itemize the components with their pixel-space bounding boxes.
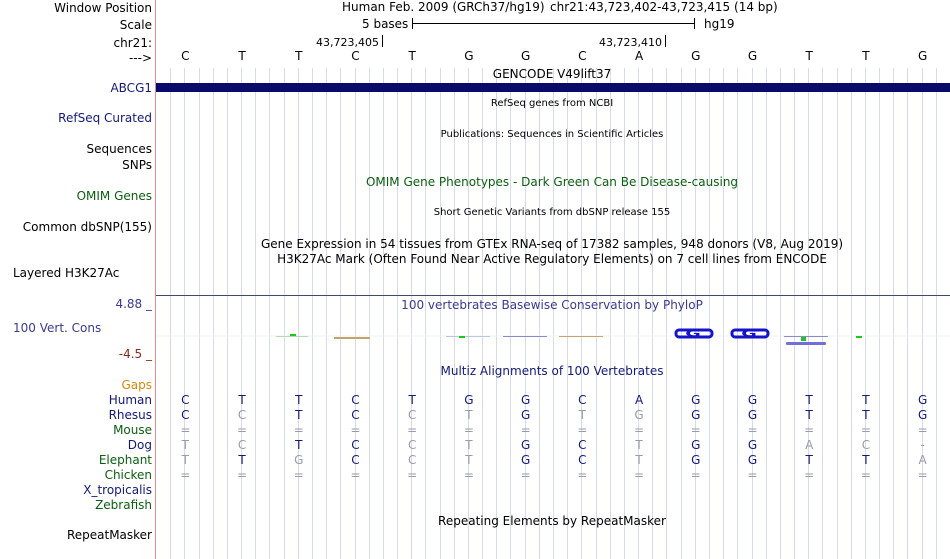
gridline	[284, 68, 285, 559]
gridline	[227, 68, 228, 559]
dna-base: G	[691, 49, 701, 63]
multiz-track-title: Multiz Alignments of 100 Vertebrates	[440, 364, 664, 378]
alignment-base: C	[351, 453, 360, 467]
dna-base: C	[578, 49, 587, 63]
gridline	[794, 68, 795, 559]
dna-base: T	[862, 49, 870, 63]
omim-track-title: OMIM Gene Phenotypes - Dark Green Can Be Disease-causing	[365, 175, 739, 189]
dna-base: C	[351, 49, 360, 63]
alignment-base: =	[407, 468, 418, 482]
alignment-base: =	[690, 468, 701, 482]
alignment-base: C	[861, 438, 871, 452]
genome-track-area[interactable]	[156, 0, 950, 559]
gtex-track-title: Gene Expression in 54 tissues from GTEx RNA-seq of 17382 samples, 948 donors (V8, Aug 2019)	[260, 237, 844, 251]
gridline	[355, 68, 356, 559]
dna-base: G	[464, 49, 474, 63]
scale-bar-right-tick	[694, 18, 695, 29]
scale-bar	[412, 23, 694, 24]
h3k27ac-track-label[interactable]: Layered H3K27Ac	[13, 266, 120, 280]
alignment-base: T	[465, 438, 473, 452]
alignment-base: C	[181, 408, 190, 422]
assembly-text: Human Feb. 2009 (GRCh37/hg19)	[342, 0, 545, 14]
gridline	[752, 68, 753, 559]
svg-text:G: G	[685, 328, 701, 339]
scale-text: 5 bases	[362, 17, 409, 31]
gridline	[822, 68, 823, 559]
gridline	[737, 68, 738, 559]
alignment-base: T	[408, 393, 416, 407]
alignment-base: =	[804, 423, 815, 437]
gridline	[936, 68, 937, 559]
alignment-base: T	[805, 453, 813, 467]
gridline	[922, 68, 923, 559]
alignment-base: T	[181, 453, 190, 467]
alignment-base: C	[237, 438, 247, 452]
dna-base: G	[917, 49, 928, 63]
alignment-base: =	[577, 423, 588, 437]
strand-label: --->	[128, 51, 152, 65]
alignment-base: T	[862, 453, 870, 467]
db-text: hg19	[704, 17, 735, 31]
gridline	[411, 68, 412, 559]
alignment-base: =	[860, 423, 871, 437]
gridline	[907, 68, 908, 559]
svg-text:G: G	[741, 328, 757, 339]
dna-base: C	[181, 49, 190, 63]
alignment-base: =	[520, 423, 531, 437]
dbsnp-track-title: Short Genetic Variants from dbSNP release 155	[433, 207, 671, 218]
gridline	[723, 68, 724, 559]
gridline	[695, 68, 696, 559]
alignment-base: T	[635, 438, 643, 452]
snps-track-label[interactable]: SNPs	[122, 158, 152, 172]
dna-base: T	[805, 49, 813, 63]
alignment-base: C	[578, 393, 587, 407]
gridline	[851, 68, 852, 559]
gridline	[369, 68, 370, 559]
conservation-plot	[156, 318, 950, 352]
gridline	[397, 68, 398, 559]
alignment-base: G	[520, 408, 531, 422]
alignment-base: -	[920, 438, 925, 452]
alignment-base: G	[691, 438, 701, 452]
alignment-base: C	[408, 438, 417, 452]
alignment-base: =	[237, 423, 248, 437]
alignment-base: T	[465, 408, 473, 422]
alignment-base: G	[917, 393, 928, 407]
alignment-base: T	[805, 393, 813, 407]
gridline	[865, 68, 866, 559]
alignment-base: G	[634, 408, 644, 422]
alignment-base: =	[463, 468, 474, 482]
gridline	[199, 68, 200, 559]
dna-base: A	[634, 49, 644, 63]
refseq-track-label[interactable]: RefSeq Curated	[58, 111, 152, 125]
alignment-base: =	[407, 423, 418, 437]
alignment-base: C	[237, 408, 247, 422]
gridline	[326, 68, 327, 559]
alignment-base: T	[862, 408, 870, 422]
alignment-base: G	[747, 393, 758, 407]
species-label[interactable]: X_tropicalis	[83, 483, 152, 497]
abcg1-gene-bar[interactable]	[156, 83, 950, 92]
cons-track-title: 100 vertebrates Basewise Conservation by PhyloP	[401, 298, 703, 312]
dna-base: T	[295, 49, 303, 63]
gencode-track-title: GENCODE V49lift37	[492, 67, 612, 81]
alignment-base: C	[351, 393, 360, 407]
cons-top-line	[156, 295, 950, 296]
alignment-base: G	[747, 453, 758, 467]
alignment-base: C	[408, 408, 417, 422]
gridline	[312, 68, 313, 559]
alignment-base: C	[351, 438, 360, 452]
alignment-base: T	[238, 393, 246, 407]
gaps-track-label[interactable]: Gaps	[121, 378, 152, 392]
gridline	[893, 68, 894, 559]
alignment-base: G	[917, 408, 928, 422]
alignment-base: =	[293, 468, 304, 482]
alignment-base: G	[747, 438, 758, 452]
alignment-base: =	[747, 423, 758, 437]
gridline	[184, 68, 185, 559]
dna-base: T	[238, 49, 246, 63]
dna-base: G	[520, 49, 531, 63]
alignment-base: C	[578, 453, 587, 467]
gridline	[879, 68, 880, 559]
alignment-base: G	[520, 393, 531, 407]
alignment-base: G	[520, 453, 531, 467]
dbsnp-track-label[interactable]: Common dbSNP(155)	[22, 220, 152, 234]
species-label[interactable]: Elephant	[98, 453, 152, 467]
alignment-base: =	[634, 423, 645, 437]
alignment-base: T	[295, 408, 303, 422]
chr-label: chr21:	[113, 36, 152, 50]
gridline	[241, 68, 242, 559]
alignment-base: T	[805, 408, 813, 422]
cons-track-label[interactable]: 100 Vert. Cons	[13, 321, 102, 335]
gridline	[269, 68, 270, 559]
gridline	[808, 68, 809, 559]
alignment-base: C	[181, 393, 190, 407]
gridline	[170, 68, 171, 559]
gridline	[681, 68, 682, 559]
alignment-base: G	[520, 438, 531, 452]
alignment-base: =	[180, 468, 191, 482]
alignment-base: G	[747, 408, 758, 422]
alignment-base: =	[180, 423, 191, 437]
alignment-base: C	[578, 438, 587, 452]
gridline	[766, 68, 767, 559]
alignment-base: G	[464, 393, 474, 407]
track-label-column	[0, 0, 155, 559]
alignment-base: T	[181, 438, 190, 452]
alignment-base: =	[690, 423, 701, 437]
gridline	[780, 68, 781, 559]
species-label[interactable]: Chicken	[104, 468, 152, 482]
alignment-base: =	[350, 423, 361, 437]
gridline	[837, 68, 838, 559]
alignment-base: =	[917, 423, 928, 437]
gridline	[425, 68, 426, 559]
alignment-base: T	[578, 408, 587, 422]
alignment-base: A	[918, 453, 927, 467]
dna-base: G	[747, 49, 758, 63]
position-text: chr21:43,723,402-43,723,415 (14 bp)	[550, 0, 778, 14]
alignment-base: T	[465, 453, 473, 467]
alignment-base: =	[293, 423, 304, 437]
alignment-base: =	[804, 468, 815, 482]
omim-track-label[interactable]: OMIM Genes	[76, 189, 152, 203]
alignment-base: A	[634, 393, 644, 407]
alignment-base: =	[350, 468, 361, 482]
alignment-base: T	[238, 453, 246, 467]
alignment-base: G	[691, 453, 701, 467]
alignment-base: T	[295, 438, 303, 452]
alignment-base: =	[463, 423, 474, 437]
window-position-label: Window Position	[54, 1, 152, 15]
alignment-base: =	[917, 468, 928, 482]
species-label[interactable]: Mouse	[113, 423, 152, 437]
alignment-base: C	[408, 453, 417, 467]
abcg1-track-label[interactable]: ABCG1	[110, 81, 152, 95]
cons-min-label: -4.5 _	[118, 347, 152, 361]
publications-track-title: Publications: Sequences in Scientific Articles	[440, 129, 664, 140]
gridline	[709, 68, 710, 559]
alignment-base: =	[634, 468, 645, 482]
alignment-base: G	[691, 393, 701, 407]
cons-max-label: 4.88 _	[115, 297, 152, 311]
coord2-text: 43,723,410	[599, 36, 662, 49]
coord2-tick	[665, 35, 666, 47]
alignment-base: =	[860, 468, 871, 482]
gridline	[255, 68, 256, 559]
alignment-base: C	[351, 408, 360, 422]
species-label[interactable]: Rhesus	[108, 408, 152, 422]
dna-base: T	[408, 49, 416, 63]
gridline	[383, 68, 384, 559]
refseq-track-title: RefSeq genes from NCBI	[490, 98, 614, 109]
gridline	[666, 68, 667, 559]
repeatmasker-track-label[interactable]: RepeatMasker	[66, 528, 152, 542]
alignment-base: T	[295, 393, 303, 407]
coord1-text: 43,723,405	[316, 36, 379, 49]
alignment-base: =	[237, 468, 248, 482]
repeatmasker-track-title: Repeating Elements by RepeatMasker	[438, 514, 666, 528]
species-label[interactable]: Dog	[127, 438, 152, 452]
sequences-track-label[interactable]: Sequences	[86, 142, 152, 156]
h3k27ac-track-title: H3K27Ac Mark (Often Found Near Active Regulatory Elements) on 7 cell lines from ENCODE	[277, 252, 827, 266]
gridline	[298, 68, 299, 559]
species-label[interactable]: Human	[108, 393, 152, 407]
scale-label: Scale	[119, 18, 152, 32]
coord1-tick	[382, 35, 383, 47]
alignment-base: G	[294, 453, 304, 467]
alignment-base: G	[691, 408, 701, 422]
alignment-base: =	[577, 468, 588, 482]
alignment-base: =	[520, 468, 531, 482]
alignment-base: T	[635, 453, 643, 467]
gridline	[213, 68, 214, 559]
species-label[interactable]: Zebrafish	[95, 498, 152, 512]
alignment-base: A	[805, 438, 814, 452]
alignment-base: T	[862, 393, 870, 407]
alignment-base: =	[747, 468, 758, 482]
gridline	[340, 68, 341, 559]
